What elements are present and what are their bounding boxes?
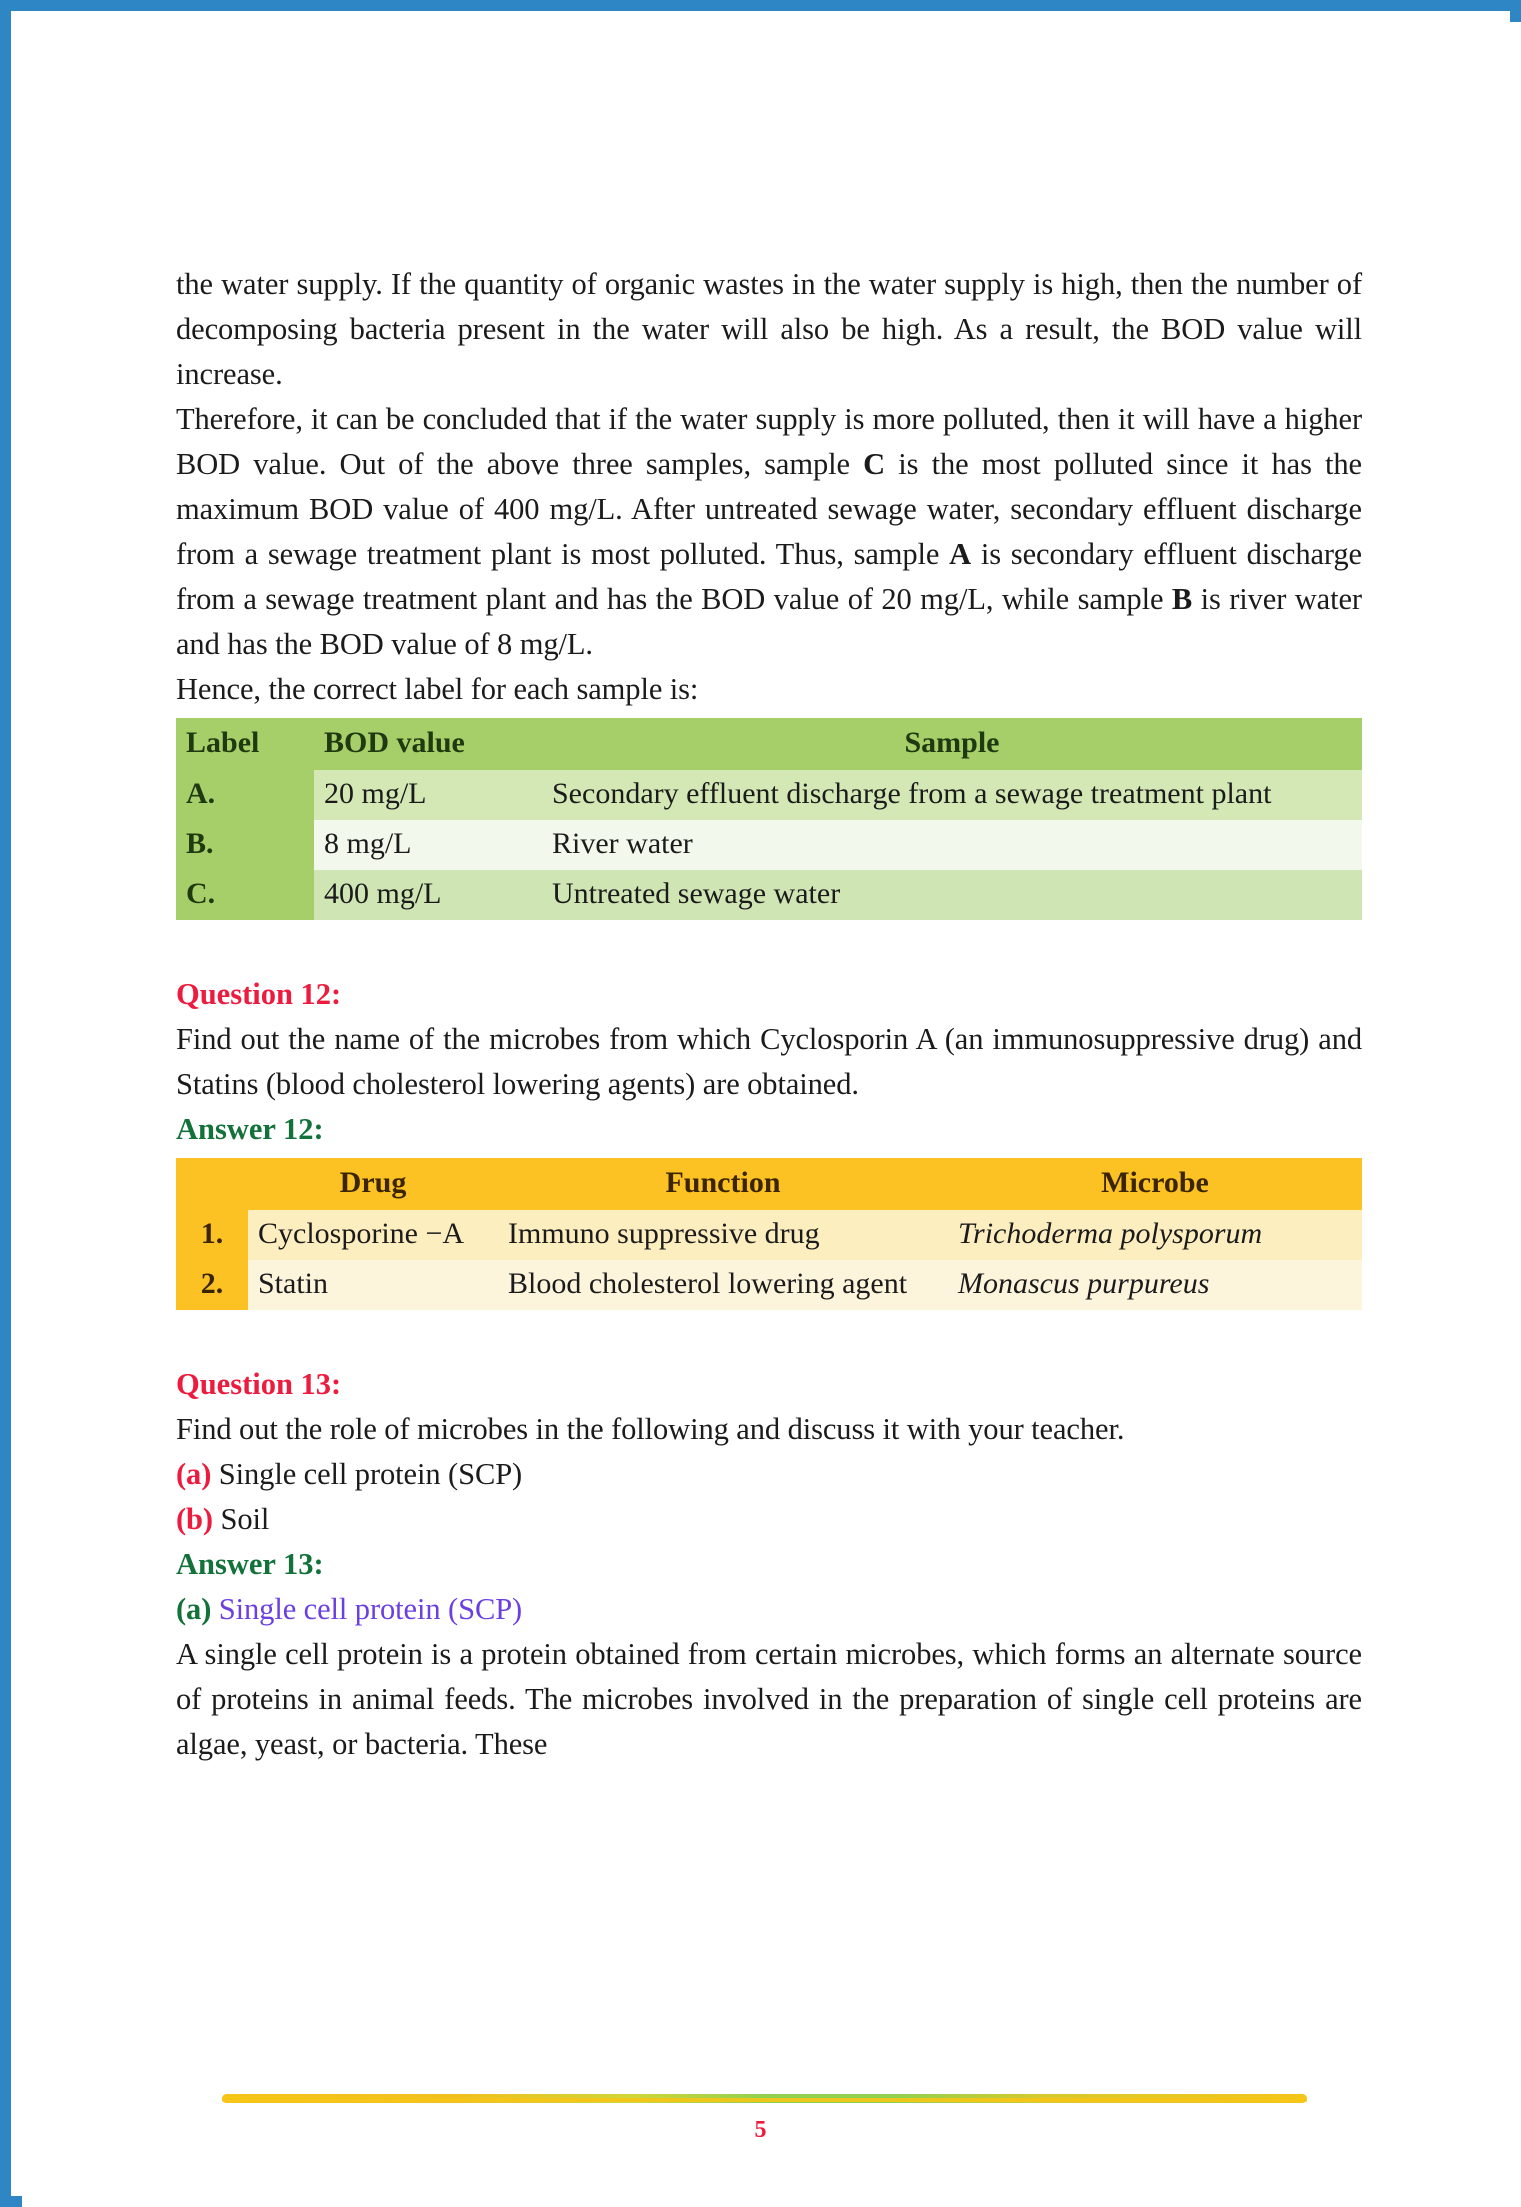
- column-header-drug: Drug: [248, 1158, 498, 1210]
- item-text-a: Single cell protein (SCP): [211, 1457, 523, 1491]
- sample-a-bold: A: [949, 537, 972, 571]
- cell-microbe: Trichoderma polysporum: [948, 1210, 1362, 1260]
- spacer: [176, 920, 1362, 972]
- cell-sample: Untreated sewage water: [542, 870, 1362, 920]
- item-marker-b: (b): [176, 1502, 213, 1536]
- column-header-index: [176, 1158, 248, 1210]
- answer-13-heading: Answer 13:: [176, 1547, 324, 1581]
- cell-sample: Secondary effluent discharge from a sewage treatment plant: [542, 770, 1362, 820]
- table-row: [176, 1210, 1362, 1260]
- sample-b-bold: B: [1171, 582, 1193, 616]
- paragraph-hence: Hence, the correct label for each sample is:: [176, 672, 699, 706]
- item-marker-a: (a): [176, 1457, 212, 1491]
- answer-item-marker-a: (a): [176, 1592, 212, 1626]
- answer-12-heading: Answer 12:: [176, 1112, 324, 1146]
- cell-label: A.: [176, 770, 314, 820]
- cell-bod-value: 400 mg/L: [314, 870, 542, 920]
- cell-function: Blood cholesterol lowering agent: [498, 1260, 948, 1310]
- table-header-row: [176, 718, 1362, 770]
- cell-function: Immuno suppressive drug: [498, 1210, 948, 1260]
- column-header-sample: Sample: [542, 718, 1362, 770]
- para-seg-1: Therefore, it can be concluded that if the water supply is more polluted, then it will have a higher BOD value. Out of the above three samples, sample: [176, 402, 1362, 481]
- column-header-label: Label: [176, 718, 314, 770]
- table-row: [176, 770, 1362, 820]
- cell-drug: Statin: [248, 1260, 498, 1310]
- cell-index: 2.: [176, 1260, 248, 1310]
- question-13-item-a: [176, 1452, 1362, 1497]
- page-content: [176, 262, 1362, 1767]
- cell-label: B.: [176, 820, 314, 870]
- table-row: [176, 820, 1362, 870]
- cell-index: 1.: [176, 1210, 248, 1260]
- cell-sample: River water: [542, 820, 1362, 870]
- column-header-bod-value: BOD value: [314, 718, 542, 770]
- cell-label: C.: [176, 870, 314, 920]
- cell-bod-value: 20 mg/L: [314, 770, 542, 820]
- cell-drug: Cyclosporine −A: [248, 1210, 498, 1260]
- page-number: 5: [754, 2117, 767, 2143]
- answer-item-title-a: Single cell protein (SCP): [211, 1592, 523, 1626]
- answer-13-paragraph: A single cell protein is a protein obtained from certain microbes, which forms an alternate source of proteins in animal feeds. The microbes involved in the preparation of single cell proteins are algae, yeast, or bacteria. These: [176, 1637, 1362, 1761]
- cell-microbe: Monascus purpureus: [948, 1260, 1362, 1310]
- question-13-text: Find out the role of microbes in the following and discuss it with your teacher.: [176, 1412, 1125, 1446]
- question-13-heading: Question 13:: [176, 1367, 342, 1401]
- footer-divider-rule: [222, 2094, 1307, 2103]
- answer-13-item-a: [176, 1587, 1362, 1632]
- cell-bod-value: 8 mg/L: [314, 820, 542, 870]
- table-header-row: [176, 1158, 1362, 1210]
- column-header-function: Function: [498, 1158, 948, 1210]
- item-text-b: Soil: [212, 1502, 270, 1536]
- question-12-heading: Question 12:: [176, 977, 342, 1011]
- paragraph-continuation: the water supply. If the quantity of organic wastes in the water supply is high, then the number of decomposing bacteria present in the water will also be high. As a result, the BOD value will increase.: [176, 267, 1362, 391]
- spacer: [176, 1310, 1362, 1362]
- para-seg-3: is secondary effluent discharge from a sewage treatment plant and has the BOD value of 20 mg/L, while sample: [176, 537, 1362, 616]
- question-13-item-b: [176, 1497, 1362, 1542]
- para-seg-2: is the most polluted since it has the maximum BOD value of 400 mg/L. After untreated sewage water, secondary effluent discharge from a sewage treatment plant is most polluted. Thus, sample: [176, 447, 1362, 571]
- table-row: [176, 1260, 1362, 1310]
- bod-value-table: [176, 718, 1362, 920]
- question-12-text: Find out the name of the microbes from which Cyclosporin A (an immunosuppressive drug) and Statins (blood cholesterol lowering agents) are obtained.: [176, 1022, 1362, 1101]
- paragraph-conclusion: [176, 397, 1362, 667]
- table-row: [176, 870, 1362, 920]
- column-header-microbe: Microbe: [948, 1158, 1362, 1210]
- drug-microbe-table: [176, 1158, 1362, 1310]
- sample-c-bold: C: [863, 447, 886, 481]
- para-seg-4: is river water and has the BOD value of 8 mg/L.: [176, 582, 1362, 661]
